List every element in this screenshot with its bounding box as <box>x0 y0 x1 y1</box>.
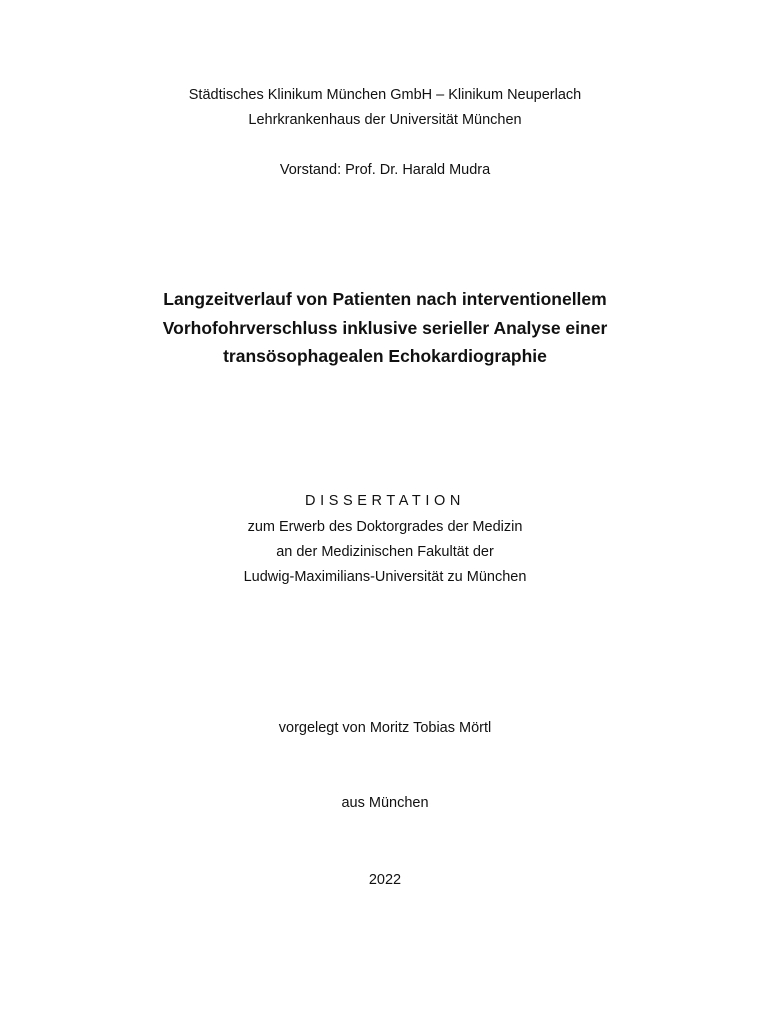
author-origin: aus München <box>341 795 429 811</box>
title-line-1: Langzeitverlauf von Patienten nach interventionellem <box>163 289 607 309</box>
dissertation-label: DISSERTATION <box>305 493 465 509</box>
author-submitted-by: vorgelegt von Moritz Tobias Mörtl <box>278 720 492 736</box>
submission-year: 2022 <box>368 872 402 888</box>
institution-name: Städtisches Klinikum München GmbH – Klinikum Neuperlach <box>188 87 582 103</box>
title-line-2: Vorhofohrverschluss inklusive serieller Analyse einer <box>162 318 608 338</box>
dissertation-purpose: zum Erwerb des Doktorgrades der Medizin <box>247 519 523 535</box>
board-chair: Vorstand: Prof. Dr. Harald Mudra <box>279 162 491 178</box>
teaching-hospital: Lehrkrankenhaus der Universität München <box>248 112 522 128</box>
dissertation-faculty: an der Medizinischen Fakultät der <box>276 544 494 560</box>
title-line-3: transösophagealen Echokardiographie <box>223 346 547 366</box>
dissertation-university: Ludwig-Maximilians-Universität zu München <box>243 569 527 585</box>
